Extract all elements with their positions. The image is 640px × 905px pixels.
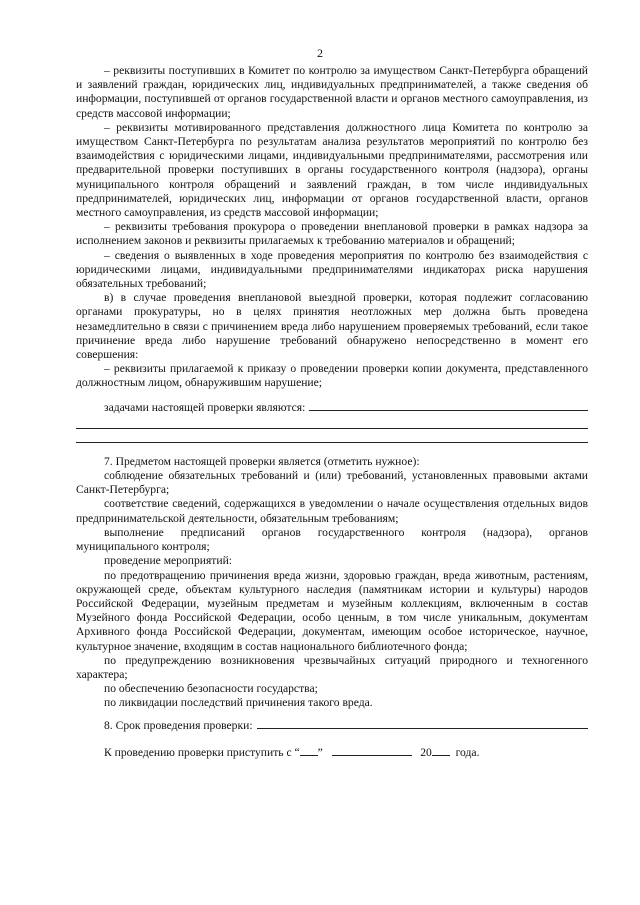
option-compliance: соблюдение обязательных требований и (или) требований, установленных правовыми актами Санкт-Петербурга;	[76, 469, 588, 497]
paragraph-risk-indicators: – сведения о выявленных в ходе проведения мероприятия по контролю без взаимодействия с юридическими лицами, индивидуальными предпринимателями индикаторах риска нарушения обязательных требований;	[76, 248, 588, 291]
start-date-row	[76, 745, 588, 760]
duration-label: 8. Срок проведения проверки:	[104, 718, 253, 732]
option-measures: проведение мероприятий:	[104, 554, 233, 568]
paragraph-urgent-inspection: в) в случае проведения внеплановой выездной проверки, которая подлежит согласованию органами прокуратуры, но в целях принятия неотложных мер должна быть проведена незамедлительно в связи с причинением вреда либо нарушением проверяемых требований, если такое причинение вреда либо нарушение требований обнаружено непосредственно в момент его совершения:	[76, 291, 588, 362]
option-eliminate-consequences: по ликвидации последствий причинения такого вреда.	[104, 696, 373, 710]
tasks-label: задачами настоящей проверки являются:	[104, 400, 306, 414]
start-suffix: года.	[455, 745, 480, 759]
duration-row	[76, 717, 588, 733]
start-year-prefix: 20	[420, 745, 432, 759]
paragraph-requisites-submission: – реквизиты мотивированного представления должностного лица Комитета по контролю за имуществом Санкт-Петербурга по результатам анализа результатов мероприятий по контролю без взаимодействия с юридическими лицами, индивидуальными предпринимателями, рассмотрения или предварительной проверки поступивших в органы государственного контроля (надзора), органы муниципального контроля обращений и заявлений граждан, в том числе индивидуальных предпринимателей, юридических лиц, информации от органов государственной власти, органов местного самоуправления, из средств массовой информации;	[76, 120, 588, 220]
start-prefix: К проведению проверки приступить с “	[104, 745, 300, 759]
paragraph-attached-copy: – реквизиты прилагаемой к приказу о проведении проверки копии документа, представленного должностным лицом, обнаружившим нарушение;	[76, 362, 588, 390]
paragraph-subject-heading: 7. Предметом настоящей проверки является (отметить нужное):	[104, 454, 420, 468]
option-prevent-harm: по предотвращению причинения вреда жизни, здоровью граждан, вреда животным, растениям, окружающей среде, объектам культурного наследия (памятникам истории и культуры) народов Российской Федерации, музейным предметам и музейным коллекциям, включенным в состав Музейного фонда Российской Федерации, особо ценным, в том числе уникальным, документам Архивного фонда Российской Федерации, документам, имеющим особое историческое, научное, культурное значение, входящим в состав национального библиотечного фонда;	[76, 568, 588, 653]
document-body	[76, 64, 588, 760]
page-number: 2	[317, 46, 323, 60]
start-year-field[interactable]	[432, 745, 450, 756]
option-orders: выполнение предписаний органов государственного контроля (надзора), органов муниципального контроля;	[76, 525, 588, 554]
paragraph-prosecutor-demand: – реквизиты требования прокурора о проведении внеплановой проверки в рамках надзора за исполнением законов и реквизиты прилагаемых к требованию материалов и обращений;	[76, 220, 588, 248]
tasks-row	[76, 399, 588, 415]
tasks-field-line-3[interactable]	[76, 442, 588, 443]
tasks-field-line-2[interactable]	[76, 428, 588, 429]
option-notification: соответствие сведений, содержащихся в уведомлении о начале осуществления отдельных видов предпринимательской деятельности, обязательным требованиям;	[76, 497, 588, 525]
duration-field[interactable]	[257, 717, 588, 729]
start-quote-close: ”	[317, 745, 323, 759]
paragraph-requisites-appeals: – реквизиты поступивших в Комитет по контролю за имуществом Санкт-Петербурга обращений и заявлений граждан, юридических лиц, индивидуальных предпринимателей, а также сведения об информации, поступившей от органов государственной власти и органов местного самоуправления, из средств массовой информации;	[76, 64, 588, 120]
option-state-security: по обеспечению безопасности государства;	[104, 682, 318, 696]
start-month-field[interactable]	[332, 745, 412, 756]
start-day-field[interactable]	[300, 745, 318, 756]
tasks-field[interactable]	[309, 399, 588, 411]
option-emergencies: по предупреждению возникновения чрезвычайных ситуаций природного и техногенного характера;	[76, 653, 588, 681]
